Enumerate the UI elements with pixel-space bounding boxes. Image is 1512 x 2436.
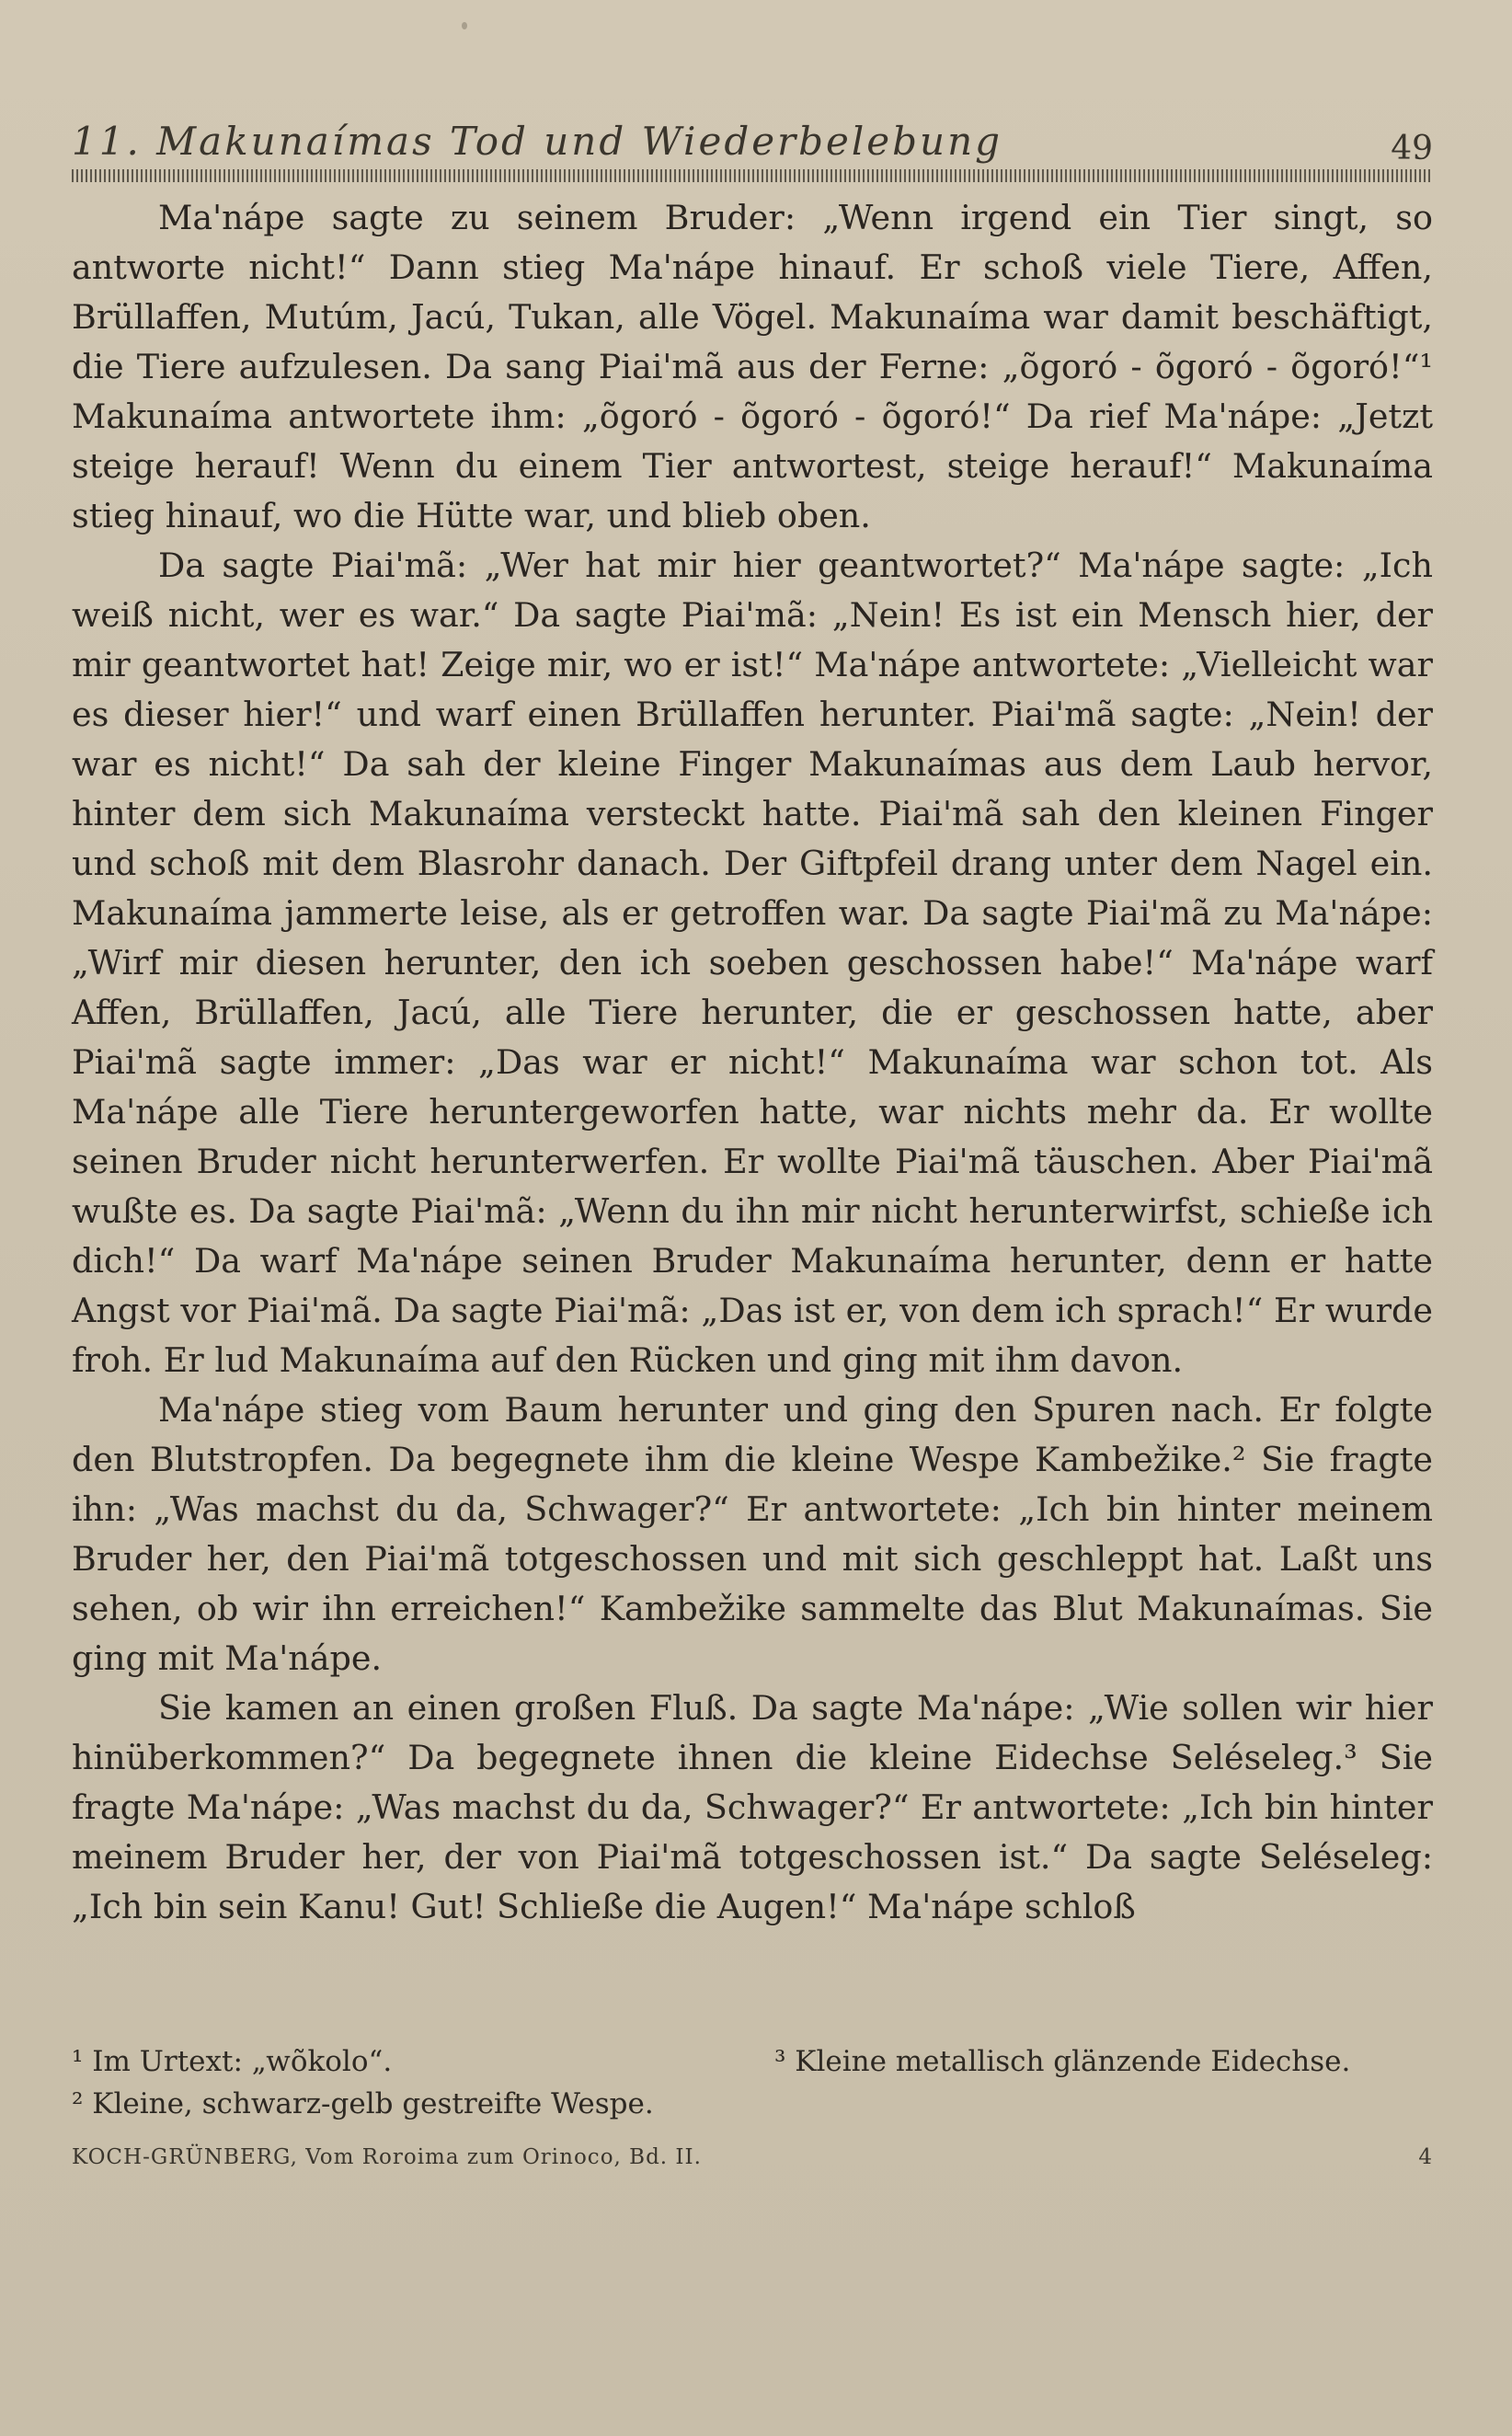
header-rule [72, 169, 1433, 182]
footnote-3: ³ Kleine metallisch glänzende Eidechse. [774, 2045, 1351, 2078]
paragraph: Da sagte Piai'mã: „Wer hat mir hier geantwortet?“ Ma'nápe sagte: „Ich weiß nicht, wer es war.“ Da sagte Piai'mã: „Nein! Es ist ein Mensch hier, der mir geantwortet hat! Zeige mir, wo er ist!“ Ma'nápe antwortete: „Vielleicht war es dieser hier!“ und warf einen Brüllaffen herunter. Piai'mã sagte: „Nein! der war es nicht!“ Da sah der kleine Finger Makunaímas aus dem Laub hervor, hinter dem sich Makunaíma versteckt hatte. Piai'mã sah den kleinen Finger und schoß mit dem Blasrohr danach. Der Giftpfeil drang unter dem Nagel ein. Makunaíma jammerte leise, als er getroffen war. Da sagte Piai'mã zu Ma'nápe: „Wirf mir diesen herunter, den ich soeben geschossen habe!“ Ma'nápe warf Affen, Brüllaffen, Jacú, alle Tiere herunter, die er geschossen hatte, aber Piai'mã sagte immer: „Das war er nicht!“ Makunaíma war schon tot. Als Ma'nápe alle Tiere heruntergeworfen hatte, war nichts mehr da. Er wollte seinen Bruder nicht herunterwerfen. Er wollte Piai'mã täuschen. Aber Piai'mã wußte es. Da sagte Piai'mã: „Wenn du ihn mir nicht herunterwirfst, schieße ich dich!“ Da warf Ma'nápe seinen Bruder Makunaíma herunter, denn er hatte Angst vor Piai'mã. Da sagte Piai'mã: „Das ist er, von dem ich sprach!“ Er wurde froh. Er lud Makunaíma auf den Rücken und ging mit ihm davon. [72, 546, 1433, 1380]
paragraph: Ma'nápe sagte zu seinem Bruder: „Wenn irgend ein Tier singt, so antworte nicht!“ Dann stieg Ma'nápe hinauf. Er schoß viele Tiere, Affen, Brüllaffen, Mutúm, Jacú, Tukan, alle Vögel. Makunaíma war damit beschäftigt, die Tiere aufzulesen. Da sang Piai'mã aus der Ferne: „õgoró - õgoró - õgoró!“¹ Makunaíma antwortete ihm: „õgoró - õgoró - õgoró!“ Da rief Ma'nápe: „Jetzt steige herauf! Wenn du einem Tier antwortest, steige herauf!“ Makunaíma stieg hinauf, wo die Hütte war, und blieb oben. [72, 198, 1433, 535]
footnotes-left [72, 2040, 771, 2125]
footnote-1: ¹ Im Urtext: „wõkolo“. [72, 2045, 393, 2078]
running-title: 11. Makunaímas Tod und Wiederbelebung [72, 119, 1003, 164]
imprint-text: KOCH-GRÜNBERG, Vom Roroima zum Orinoco, Bd. II. [72, 2145, 702, 2169]
running-header [72, 114, 1433, 169]
paper-speck [462, 22, 467, 29]
footnote-2: ² Kleine, schwarz-gelb gestreifte Wespe. [72, 2087, 654, 2120]
footnotes-right [774, 2040, 1433, 2083]
page-number: 49 [1391, 130, 1433, 167]
paragraph: Ma'nápe stieg vom Baum herunter und ging den Spuren nach. Er folgte den Blutstropfen. Da begegnete ihm die kleine Wespe Kambežike.² Sie fragte ihn: „Was machst du da, Schwager?“ Er antwortete: „Ich bin hinter meinem Bruder her, den Piai'mã totgeschossen und mit sich geschleppt hat. Laßt uns sehen, ob wir ihn erreichen!“ Kambežike sammelte das Blut Makunaímas. Sie ging mit Ma'nápe. [72, 1390, 1433, 1678]
paragraph: Sie kamen an einen großen Fluß. Da sagte Ma'nápe: „Wie sollen wir hier hinüberkommen?“ Da begegnete ihnen die kleine Eidechse Seléseleg.³ Sie fragte Ma'nápe: „Was machst du da, Schwager?“ Er antwortete: „Ich bin hinter meinem Bruder her, der von Piai'mã totgeschossen ist.“ Da sagte Seléseleg: „Ich bin sein Kanu! Gut! Schließe die Augen!“ Ma'nápe schloß [72, 1688, 1433, 1926]
imprint-line [72, 2145, 1433, 2169]
body-text [72, 193, 1433, 1932]
signature-mark: 4 [1418, 2145, 1433, 2169]
